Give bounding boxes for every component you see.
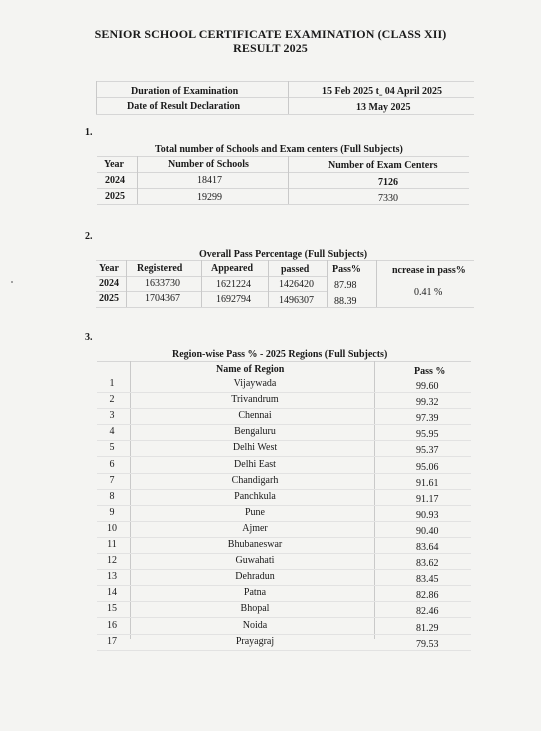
table-cell: 88.39 [334, 296, 357, 307]
region-name: Bengaluru [234, 426, 276, 437]
col-header-schools: Number of Schools [168, 159, 249, 170]
region-name: Chennai [238, 410, 272, 421]
col-header-pass-pct: Pass% [332, 264, 361, 275]
region-pass-pct: 91.61 [416, 478, 439, 489]
region-row-number: 9 [109, 507, 115, 518]
section-1-number: 1. [85, 127, 93, 138]
region-pass-pct: 83.45 [416, 574, 439, 585]
section-3-title: Region-wise Pass % - 2025 Regions (Full Subjects) [172, 349, 388, 360]
section-3-number: 3. [85, 332, 93, 343]
region-row-number: 2 [109, 394, 115, 405]
region-name: Bhopal [240, 603, 270, 614]
region-name: Delhi East [234, 459, 276, 470]
table-cell: 1621224 [216, 279, 251, 290]
col-header-year: Year [99, 263, 119, 274]
col-header-region: Name of Region [216, 364, 285, 375]
region-name: Dehradun [235, 571, 275, 582]
col-header-year: Year [104, 159, 124, 170]
region-pass-pct: 79.53 [416, 639, 439, 650]
region-pass-pct: 83.64 [416, 542, 439, 553]
region-pass-pct: 81.29 [416, 623, 439, 634]
document-subtitle: RESULT 2025 [233, 41, 308, 55]
duration-value: 15 Feb 2025 tˍ 04 April 2025 [322, 86, 442, 97]
table-cell: 1496307 [279, 295, 314, 306]
section-2-title: Overall Pass Percentage (Full Subjects) [199, 249, 368, 260]
region-pass-pct: 83.62 [416, 558, 439, 569]
region-pass-pct: 99.32 [416, 397, 439, 408]
table-cell: 2024 [99, 278, 119, 289]
row-divider [97, 617, 471, 618]
row-divider [97, 456, 471, 457]
row-divider [97, 473, 471, 474]
region-row-number: 11 [107, 539, 117, 550]
increase-value: 0.41 % [414, 287, 443, 298]
region-name: Trivandrum [231, 394, 279, 405]
region-row-number: 17 [107, 636, 117, 647]
result-date-label: Date of Result Declaration [127, 101, 241, 112]
region-pass-pct: 95.37 [416, 445, 439, 456]
table-cell: 2025 [105, 191, 125, 202]
region-row-number: 16 [107, 620, 117, 631]
region-row-number: 4 [109, 426, 115, 437]
row-divider [97, 440, 471, 441]
region-name: Panchkula [234, 491, 276, 502]
region-name: Prayagraj [235, 636, 275, 647]
row-divider [97, 521, 471, 522]
table-cell: 87.98 [334, 280, 357, 291]
region-pass-pct: 97.39 [416, 413, 439, 424]
region-name: Pune [245, 507, 265, 518]
row-divider [97, 601, 471, 602]
region-row-number: 10 [107, 523, 117, 534]
region-row-number: 8 [109, 491, 115, 502]
table-cell: 7330 [378, 193, 398, 204]
col-header-pass-pct: Pass % [414, 366, 446, 377]
region-pass-pct: 90.40 [416, 526, 439, 537]
table-cell: 1633730 [145, 278, 180, 289]
region-name: Noida [242, 620, 268, 631]
page-speck [11, 281, 13, 283]
document-title: SENIOR SCHOOL CERTIFICATE EXAMINATION (CLASS XII) [94, 27, 447, 41]
row-divider [97, 553, 471, 554]
region-row-number: 1 [109, 378, 115, 389]
region-name: Guwahati [235, 555, 275, 566]
table-cell: 1692794 [216, 294, 251, 305]
row-divider [97, 392, 471, 393]
col-header-registered: Registered [137, 263, 183, 274]
table-cell: 1426420 [279, 279, 314, 290]
region-pass-pct: 91.17 [416, 494, 439, 505]
region-row-number: 14 [107, 587, 117, 598]
section-1-title: Total number of Schools and Exam centers (Full Subjects) [155, 144, 403, 155]
duration-label: Duration of Examination [131, 86, 239, 97]
row-divider [97, 634, 471, 635]
region-pass-pct: 90.93 [416, 510, 439, 521]
region-name: Chandigarh [231, 475, 279, 486]
region-row-number: 5 [109, 442, 115, 453]
region-name: Bhubaneswar [227, 539, 283, 550]
table-cell: 2025 [99, 293, 119, 304]
table-cell: 19299 [197, 192, 222, 203]
region-name: Ajmer [242, 523, 268, 534]
region-row-number: 7 [109, 475, 115, 486]
row-divider [97, 569, 471, 570]
row-divider [97, 424, 471, 425]
region-name: Delhi West [232, 442, 278, 453]
section-2-number: 2. [85, 231, 93, 242]
row-divider [97, 650, 471, 651]
region-row-number: 3 [109, 410, 115, 421]
row-divider [97, 489, 471, 490]
col-header-increase: ncrease in pass% [392, 265, 466, 276]
row-divider [97, 585, 471, 586]
col-header-passed: passed [281, 264, 310, 275]
table-cell: 18417 [197, 175, 222, 186]
region-name: Patna [243, 587, 267, 598]
row-divider [97, 505, 471, 506]
region-name: Vijaywada [233, 378, 277, 389]
row-divider [97, 537, 471, 538]
region-pass-pct: 95.06 [416, 462, 439, 473]
region-row-number: 6 [109, 459, 115, 470]
region-row-number: 15 [107, 603, 117, 614]
region-pass-pct: 99.60 [416, 381, 439, 392]
table-cell: 1704367 [145, 293, 180, 304]
region-row-number: 12 [107, 555, 117, 566]
row-divider [97, 408, 471, 409]
table-cell: 7126 [378, 177, 398, 188]
region-pass-pct: 82.46 [416, 606, 439, 617]
col-header-exam-centers: Number of Exam Centers [328, 160, 438, 171]
table-cell: 2024 [105, 175, 125, 186]
result-date-value: 13 May 2025 [356, 102, 411, 113]
region-row-number: 13 [107, 571, 117, 582]
col-header-appeared: Appeared [211, 263, 254, 274]
region-pass-pct: 82.86 [416, 590, 439, 601]
region-pass-pct: 95.95 [416, 429, 439, 440]
